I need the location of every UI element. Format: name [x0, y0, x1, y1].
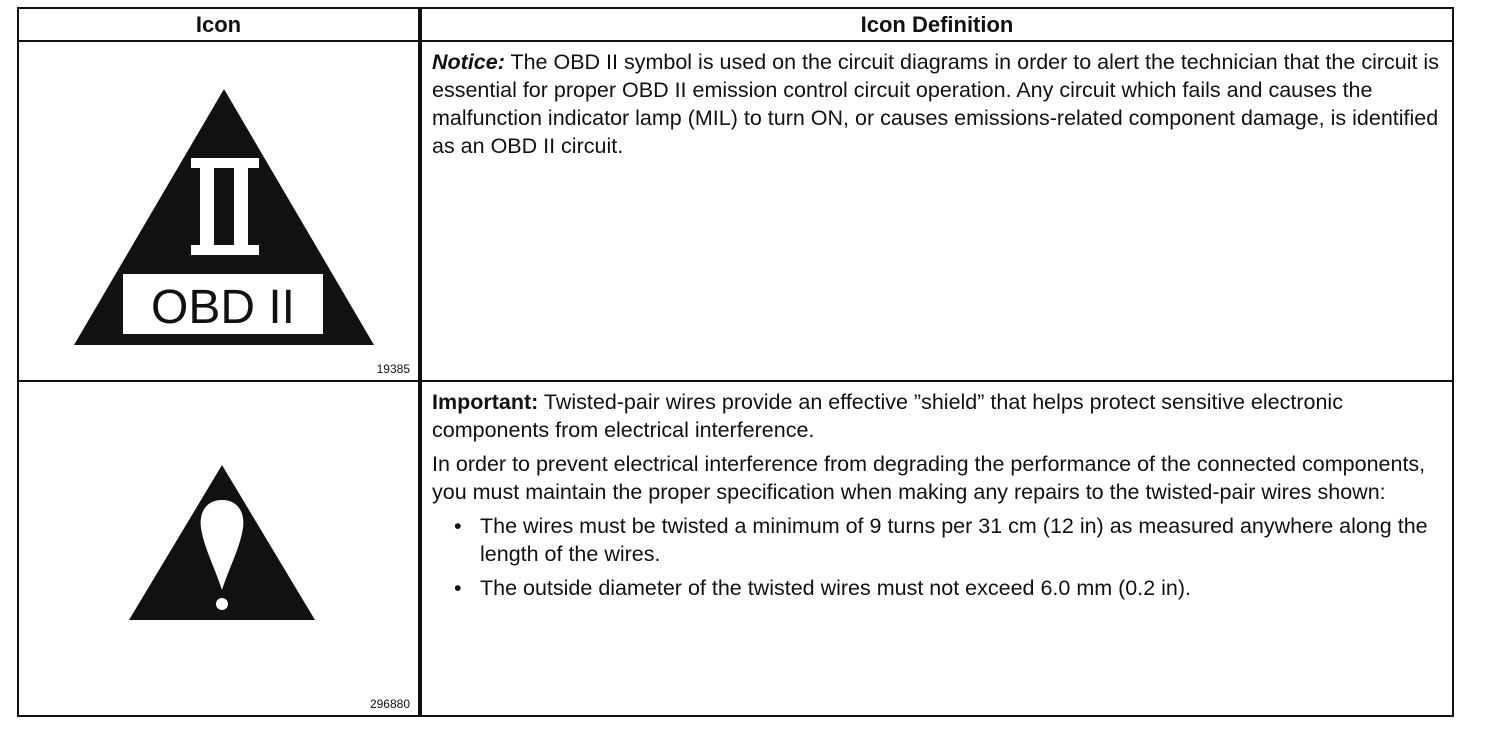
important-exclamation-triangle-icon — [19, 382, 418, 715]
list-item: • The wires must be twisted a minimum of 9 turns per 31 cm (12 in) as measured anywhere along the length of the wires. — [432, 512, 1442, 568]
important-text: Twisted-pair wires provide an effective ”shield” that helps protect sensitive electronic components from electrical interference. — [432, 390, 1343, 442]
figure-number: 19385 — [376, 362, 410, 376]
important-label: Important: — [432, 390, 539, 414]
table-header-row — [19, 9, 1452, 42]
header-icon: Icon — [195, 12, 242, 37]
icon-cell-important — [19, 382, 418, 715]
definition-text — [432, 48, 1442, 160]
obd-ii-label: OBD II — [150, 281, 296, 334]
notice-label: Notice: — [432, 50, 505, 74]
column-divider — [418, 9, 422, 715]
icon-cell-obd-ii — [19, 42, 418, 380]
obd-ii-triangle-icon — [19, 42, 418, 382]
specification-list — [432, 512, 1442, 602]
table-row-important — [19, 382, 1452, 715]
table-row-obd-ii — [19, 42, 1452, 382]
notice-text: The OBD II symbol is used on the circuit diagrams in order to alert the technician that the circuit is essential for proper OBD II emission control circuit operation. Any circuit which fails and causes the malfunction indicator lamp (MIL) to turn ON, or causes emissions-related component damage, is identified as an OBD II circuit. — [432, 50, 1439, 158]
list-item: • The outside diameter of the twisted wires must not exceed 6.0 mm (0.2 in). — [432, 574, 1442, 602]
header-icon-definition: Icon Definition — [860, 12, 1014, 37]
definition-text — [432, 388, 1442, 444]
icon-definition-table — [17, 7, 1454, 717]
figure-number: 296880 — [369, 697, 410, 711]
definition-cell-obd-ii — [432, 48, 1442, 166]
specification-paragraph: In order to prevent electrical interference from degrading the performance of the connected components, you must maintain the proper specification when making any repairs to the twisted-pair wires shown: — [432, 452, 1426, 504]
definition-cell-important — [432, 388, 1442, 608]
